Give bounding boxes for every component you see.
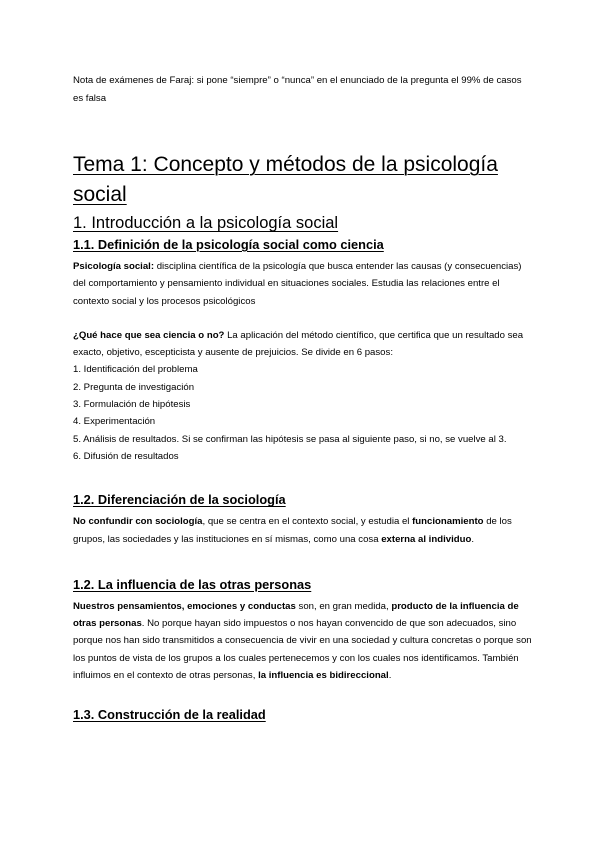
influencia-paragraph [73,598,533,684]
definition-paragraph [73,258,533,310]
subsection-heading-sociologia: 1.2. Diferenciación de la sociología [73,492,286,508]
science-answer: La aplicación del método científico, que certifica que un resultado sea exacto, objetivo, escepticista y ausente de prejuicios. Se divide en 6 pasos: [73,329,524,359]
bold-text: No confundir con sociología [73,516,203,528]
definition-text: disciplina científica de la psicología que busca entender las causas (y consecuencias) del comportamiento y pensamiento individual en situaciones sociales. Estudia las relaciones entre el contexto social y los procesos psicológicos [73,261,522,307]
bold-text: producto de la influencia de otras personas [73,600,519,630]
list-item: 2. Pregunta de investigación [73,381,195,393]
subsection-heading-influencia: 1.2. La influencia de las otras personas [73,576,312,592]
bold-text: funcionamiento [412,516,484,528]
list-item: 1. Identificación del problema [73,364,198,376]
text: son, en gran medida, [295,600,392,612]
list-item: 4. Experimentación [73,416,156,428]
subsection-heading-construccion: 1.3. Construcción de la realidad [73,707,266,723]
list-item: 3. Formulación de hipótesis [73,399,191,411]
text: de los grupos, las sociedades y las instituciones en sí mismas, como una cosa [73,516,512,545]
text: . [471,533,474,545]
bold-text: Nuestros pensamientos, emociones y conductas [73,600,296,612]
text: . No porque hayan sido impuestos o nos hayan convencido de que son adecuados, sino porque nos han sido transmitidos a consecuencia de vivir en una sociedad y cultura concretas o porque son los puntos de vista de los grupos a los cuales pertenecemos y con los cuales nos identificamos. También influimos en el contexto de otras personas, [73,618,532,682]
sociologia-paragraph [73,513,533,548]
section-heading: 1. Introducción a la psicología social [73,214,339,232]
document-page [73,72,533,728]
bold-text: la influencia es bidireccional [258,670,389,682]
page-title: Tema 1: Concepto y métodos de la psicología social [73,153,498,206]
list-item: 5. Análisis de resultados. Si se confirman las hipótesis se pasa al siguiente paso, si no, se vuelve al 3. [73,433,507,445]
bold-text: externa al individuo [381,533,472,545]
text: . [388,670,392,682]
list-item: 6. Difusión de resultados [73,450,179,462]
science-question: ¿Qué hace que sea ciencia o no? [73,329,225,341]
definition-term: Psicología social: [73,261,155,272]
science-paragraph [73,327,533,362]
text: , que se centra en el contexto social, y estudia el [202,516,413,528]
exam-note: Nota de exámenes de Faraj: si pone “siempre” o “nunca” en el enunciado de la pregunta el 99% de casos es falsa [73,75,522,104]
subsection-heading-definicion: 1.1. Definición de la psicología social como ciencia [73,237,384,252]
